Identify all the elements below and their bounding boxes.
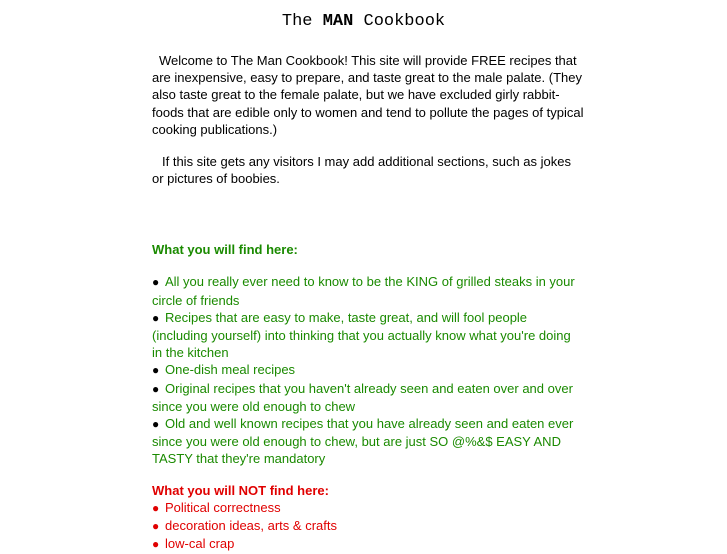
title-suffix: Cookbook bbox=[353, 12, 446, 31]
bullet-icon: ● bbox=[152, 519, 160, 534]
find-item-text: One-dish meal recipes bbox=[165, 362, 296, 378]
bullet-icon: ● bbox=[152, 417, 160, 432]
title-emphasis: MAN bbox=[322, 12, 354, 31]
not-find-item-text: decoration ideas, arts & crafts bbox=[165, 518, 337, 534]
list-item bbox=[152, 273, 584, 308]
bullet-icon: ● bbox=[152, 275, 160, 290]
intro-paragraph-visitors: If this site gets any visitors I may add additional sections, such as jokes or pictures of boobies. bbox=[152, 154, 571, 187]
find-item-text: Old and well known recipes that you have already seen and eaten ever since you were old enough to chew, but are just SO @%&$ EASY AND TASTY that they're mandatory bbox=[152, 416, 574, 467]
bullet-icon: ● bbox=[152, 500, 160, 515]
bullet-icon: ● bbox=[152, 381, 160, 396]
main-content bbox=[152, 52, 584, 554]
find-item-text: All you really ever need to know to be the KING of grilled steaks in your circle of friends bbox=[152, 274, 575, 308]
not-find-item-text: Political correctness bbox=[165, 499, 281, 515]
list-item bbox=[152, 309, 584, 362]
list-item bbox=[152, 499, 584, 517]
intro-paragraph-welcome: Welcome to The Man Cookbook! This site will provide FREE recipes that are inexpensive, easy to prepare, and taste great to the male palate. (They also taste great to the female palate, but we have excluded girly rabbit-foods that are edible only to women and tend to pollute the pages of typical cooking publications.) bbox=[152, 53, 584, 137]
not-find-list bbox=[152, 499, 584, 554]
bullet-icon: ● bbox=[152, 310, 160, 325]
not-find-heading: What you will NOT find here: bbox=[152, 482, 329, 498]
not-find-item-text: low-cal crap bbox=[165, 536, 235, 552]
find-item-text: Original recipes that you haven't already seen and eaten over and over since you were old enough to chew bbox=[152, 380, 573, 414]
page-title bbox=[0, 12, 727, 32]
bullet-icon: ● bbox=[152, 363, 160, 378]
list-item bbox=[152, 380, 584, 415]
find-heading: What you will find here: bbox=[152, 242, 298, 258]
list-item bbox=[152, 361, 584, 379]
list-item bbox=[152, 415, 584, 468]
bullet-icon: ● bbox=[152, 537, 160, 552]
find-item-text: Recipes that are easy to make, taste great, and will fool people (including yourself) into thinking that you actually know what you're doing in the kitchen bbox=[152, 309, 571, 361]
title-prefix: The bbox=[281, 12, 323, 31]
find-list bbox=[152, 273, 584, 467]
list-item bbox=[152, 517, 584, 535]
